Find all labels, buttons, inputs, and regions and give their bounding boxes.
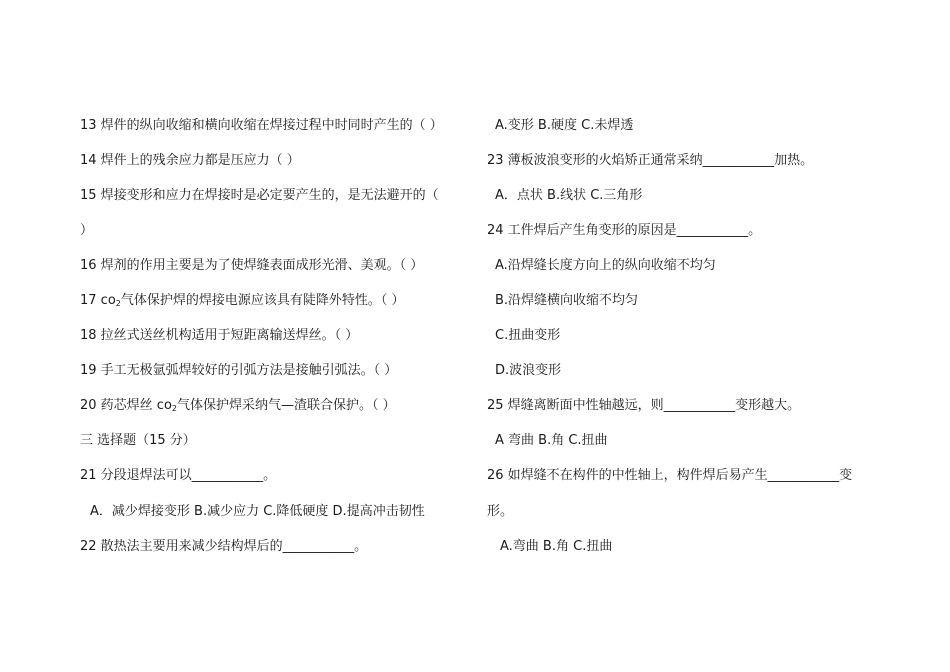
question-24-option-b: B.沿焊缝横向收缩不均匀: [495, 293, 639, 308]
question-26-options: A.弯曲 B.角 C.扭曲: [500, 539, 613, 554]
question-25: 25 焊缝离断面中性轴越远，则___________变形越大。: [487, 398, 801, 413]
question-21: 21 分段退焊法可以___________。: [80, 468, 277, 483]
question-24-option-c: C.扭曲变形: [495, 328, 561, 343]
question-26-line2: 形。: [487, 504, 514, 519]
question-19: 19 手工无极氩弧焊较好的引弧方法是接触引弧法。（ ）: [80, 363, 398, 378]
question-14: 14 焊件上的残余应力都是压应力（ ）: [80, 153, 300, 168]
question-25-options: A 弯曲 B.角 C.扭曲: [495, 433, 608, 448]
question-15-line1: 15 焊接变形和应力在焊接时是必定要产生的，是无法避开的（: [80, 188, 439, 203]
question-24-option-a: A.沿焊缝长度方向上的纵向收缩不均匀: [495, 258, 716, 273]
question-13: 13 焊件的纵向收缩和横向收缩在焊接过程中时同时产生的（ ）: [80, 118, 443, 133]
section-heading-choice: 三 选择题（15 分）: [80, 433, 196, 448]
question-15-line2: ）: [80, 223, 94, 238]
question-22-options: A.变形 B.硬度 C.未焊透: [495, 118, 634, 133]
question-22: 22 散热法主要用来减少结构焊后的___________。: [80, 539, 368, 554]
question-23-options: A．点状 B.线状 C.三角形: [495, 188, 643, 203]
question-18: 18 拉丝式送丝机构适用于短距离输送焊丝。（ ）: [80, 328, 359, 343]
question-16: 16 焊剂的作用主要是为了使焊缝表面成形光滑、美观。（ ）: [80, 258, 424, 273]
question-26-line1: 26 如焊缝不在构件的中性轴上，构件焊后易产生___________变: [487, 468, 853, 483]
question-17: 17 $co_2$气体保护焊的焊接电源应该具有陡降外特性。（ ）: [80, 293, 405, 308]
question-24: 24 工件焊后产生角变形的原因是___________。: [487, 223, 762, 238]
question-21-options: A．减少焊接变形 B.减少应力 C.降低硬度 D.提高冲击韧性: [90, 504, 425, 519]
question-24-option-d: D.波浪变形: [495, 363, 562, 378]
question-23: 23 薄板波浪变形的火焰矫正通常采纳___________加热。: [487, 153, 814, 168]
question-20: 20 药芯焊丝 $co_2$气体保护焊采纳气—渣联合保护。（ ）: [80, 398, 396, 413]
